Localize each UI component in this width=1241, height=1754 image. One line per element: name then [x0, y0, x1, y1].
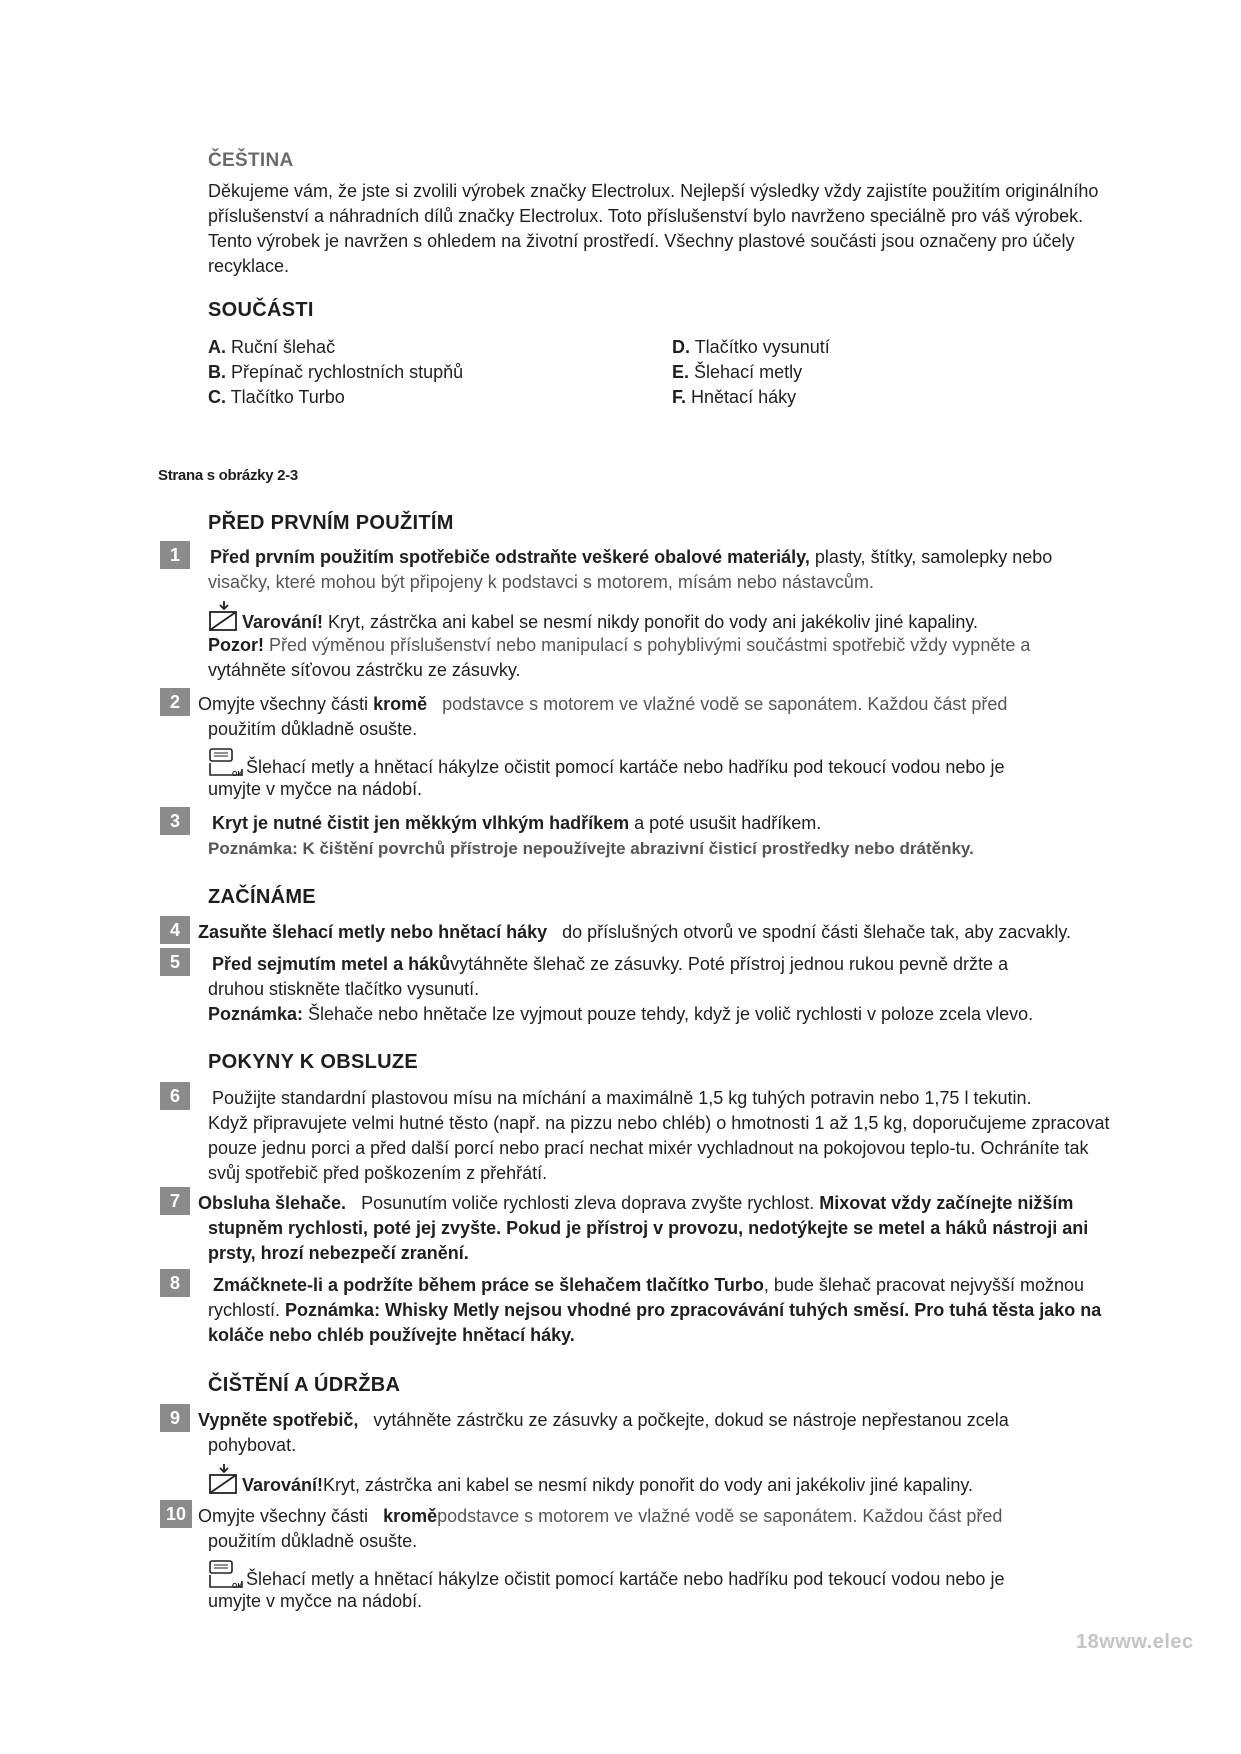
caution-continuation: vytáhněte síťovou zástrčku ze zásuvky. [208, 660, 521, 680]
svg-text:OK: OK [232, 1583, 243, 1590]
step-9-text: Vypněte spotřebič, vytáhněte zástrčku ze zásuvky a počkejte, dokud se nástroje nepřestanou zcela [198, 1410, 1009, 1430]
list-item: B. Přepínač rychlostních stupňů [208, 362, 464, 382]
dishwasher-continuation: umyjte v myčce na nádobí. [208, 1591, 423, 1611]
step-number: 2 [160, 688, 190, 716]
step-1-text: Před prvním použitím spotřebiče odstraňte veškeré obalové materiály, plasty, štítky, samolepky nebo [210, 547, 1053, 567]
list-item: D. Tlačítko vysunutí [672, 337, 830, 357]
step-number: 6 [160, 1082, 190, 1110]
language-heading: ČEŠTINA [208, 150, 294, 171]
step-number: 8 [160, 1269, 190, 1297]
svg-text:OK: OK [232, 771, 243, 778]
step-2-text: Omyjte všechny části kromě podstavce s motorem ve vlažné vodě se saponátem. Každou část před [198, 694, 1008, 714]
no-immersion-icon [208, 1463, 240, 1504]
step-3-note: Poznámka: K čištění povrchů přístroje nepoužívejte abrazivní čisticí prostředky nebo drátěnky. [208, 839, 974, 858]
step-7-continuation: stupněm rychlosti, poté jej zvyšte. Pokud je přístroj v provozu, nedotýkejte se metel a háků nástroji ani prsty, hrozí nebezpečí zranění. [208, 1218, 1089, 1263]
operation-heading: POKYNY K OBSLUZE [208, 1051, 419, 1073]
warning-line: Varování!Kryt, zástrčka ani kabel se nesmí nikdy ponořit do vody ani jakékoliv jiné kapaliny. [208, 1463, 1158, 1504]
step-4-text: Zasuňte šlehací metly nebo hnětací háky do příslušných otvorů ve spodní části šlehače tak, aby zacvakly. [198, 922, 1072, 942]
list-item: C. Tlačítko Turbo [208, 387, 345, 407]
step-3-text: Kryt je nutné čistit jen měkkým vlhkým hadříkem a poté usušit hadříkem. [212, 813, 822, 833]
intro-paragraph: Děkujeme vám, že jste si zvolili výrobek značky Electrolux. Nejlepší výsledky vždy zajistíte použitím originálního příslušenství a náhradních dílů značky Electrolux. Toto příslušenství bylo navrženo speciálně pro váš výrobek. Tento výrobek je navržen s ohledem na životní prostředí. Všechny plastové součásti jsou označeny pro účely recyklace. [208, 181, 1099, 276]
warning-line: Varování! Kryt, zástrčka ani kabel se nesmí nikdy ponořit do vody ani jakékoliv jiné kapaliny. [208, 600, 1158, 641]
page-number: 18www.elec [1076, 1631, 1194, 1653]
list-item: A. Ruční šlehač [208, 337, 336, 357]
figure-page-label: Strana s obrázky 2-3 [158, 467, 298, 484]
step-number: 10 [160, 1500, 192, 1528]
step-7-text: Obsluha šlehače. Posunutím voliče rychlosti zleva doprava zvyšte rychlost. Mixovat vždy začínejte nižším [198, 1193, 1074, 1213]
step-9-continuation: pohybovat. [208, 1435, 297, 1455]
getting-started-heading: ZAČÍNÁME [208, 886, 316, 908]
dishwasher-line: OK Šlehací metly a hnětací hákylze očistit pomocí kartáče nebo hadříku pod tekoucí vodou nebo je [208, 1559, 1158, 1598]
cleaning-heading: ČIŠTĚNÍ A ÚDRŽBA [208, 1374, 401, 1396]
step-5-continuation: druhou stiskněte tlačítko vysunutí. [208, 979, 480, 999]
step-5-note: Poznámka: Šlehače nebo hnětače lze vyjmout pouze tehdy, když je volič rychlosti v poloze zcela vlevo. [208, 1004, 1034, 1024]
step-number: 4 [160, 916, 190, 944]
list-item: F. Hnětací háky [672, 387, 797, 407]
step-8-text: Zmáčknete-li a podržíte během práce se šlehačem tlačítko Turbo, bude šlehač pracovat nejvyšší možnou rychlostí. Poznámka: Whisky Metly nejsou vhodné pro zpracovávání tuhých směsí. Pro tuhá těsta jako na koláče nebo chléb používejte hnětací háky. [208, 1275, 1102, 1345]
step-6-bold: Použijte standardní plastovou mísu na míchání a maximálně 1,5 kg tuhých potravin nebo 1,75 l tekutin. [212, 1088, 1032, 1108]
dishwasher-line: OK Šlehací metly a hnětací hákylze očistit pomocí kartáče nebo hadříku pod tekoucí vodou nebo je [208, 747, 1158, 786]
step-6-text: Když připravujete velmi hutné těsto (např. na pizzu nebo chléb) o hmotnosti 1 až 1,5 kg, doporučujeme zpracovat pouze jednu porci a před další porcí nebo prací nechat mixér vychladnout na pokojovou teplo-tu. Ochráníte tak svůj spotřebič před poškozením z přehřátí. [208, 1113, 1110, 1183]
step-10-continuation: použitím důkladně osušte. [208, 1531, 418, 1551]
step-number: 3 [160, 807, 190, 835]
dishwasher-continuation: umyjte v myčce na nádobí. [208, 779, 423, 799]
parts-heading: SOUČÁSTI [208, 299, 314, 321]
caution-line: Pozor! Před výměnou příslušenství nebo manipulací s pohyblivými součástmi spotřebič vždy vypněte a [208, 635, 1031, 655]
step-number: 5 [160, 948, 190, 976]
step-number: 7 [160, 1187, 190, 1215]
step-1-continuation: visačky, které mohou být připojeny k podstavci s motorem, mísám nebo nástavcům. [208, 572, 874, 592]
step-5-text: Před sejmutím metel a hákůvytáhněte šlehač ze zásuvky. Poté přístroj jednou rukou pevně držte a [212, 954, 1009, 974]
step-number: 1 [160, 541, 190, 569]
step-2-continuation: použitím důkladně osušte. [208, 719, 418, 739]
list-item: E. Šlehací metly [672, 362, 803, 382]
step-number: 9 [160, 1404, 190, 1432]
step-10-text: Omyjte všechny části kroměpodstavce s motorem ve vlažné vodě se saponátem. Každou část před [198, 1506, 1003, 1526]
before-first-use-heading: PŘED PRVNÍM POUŽITÍM [208, 512, 454, 534]
